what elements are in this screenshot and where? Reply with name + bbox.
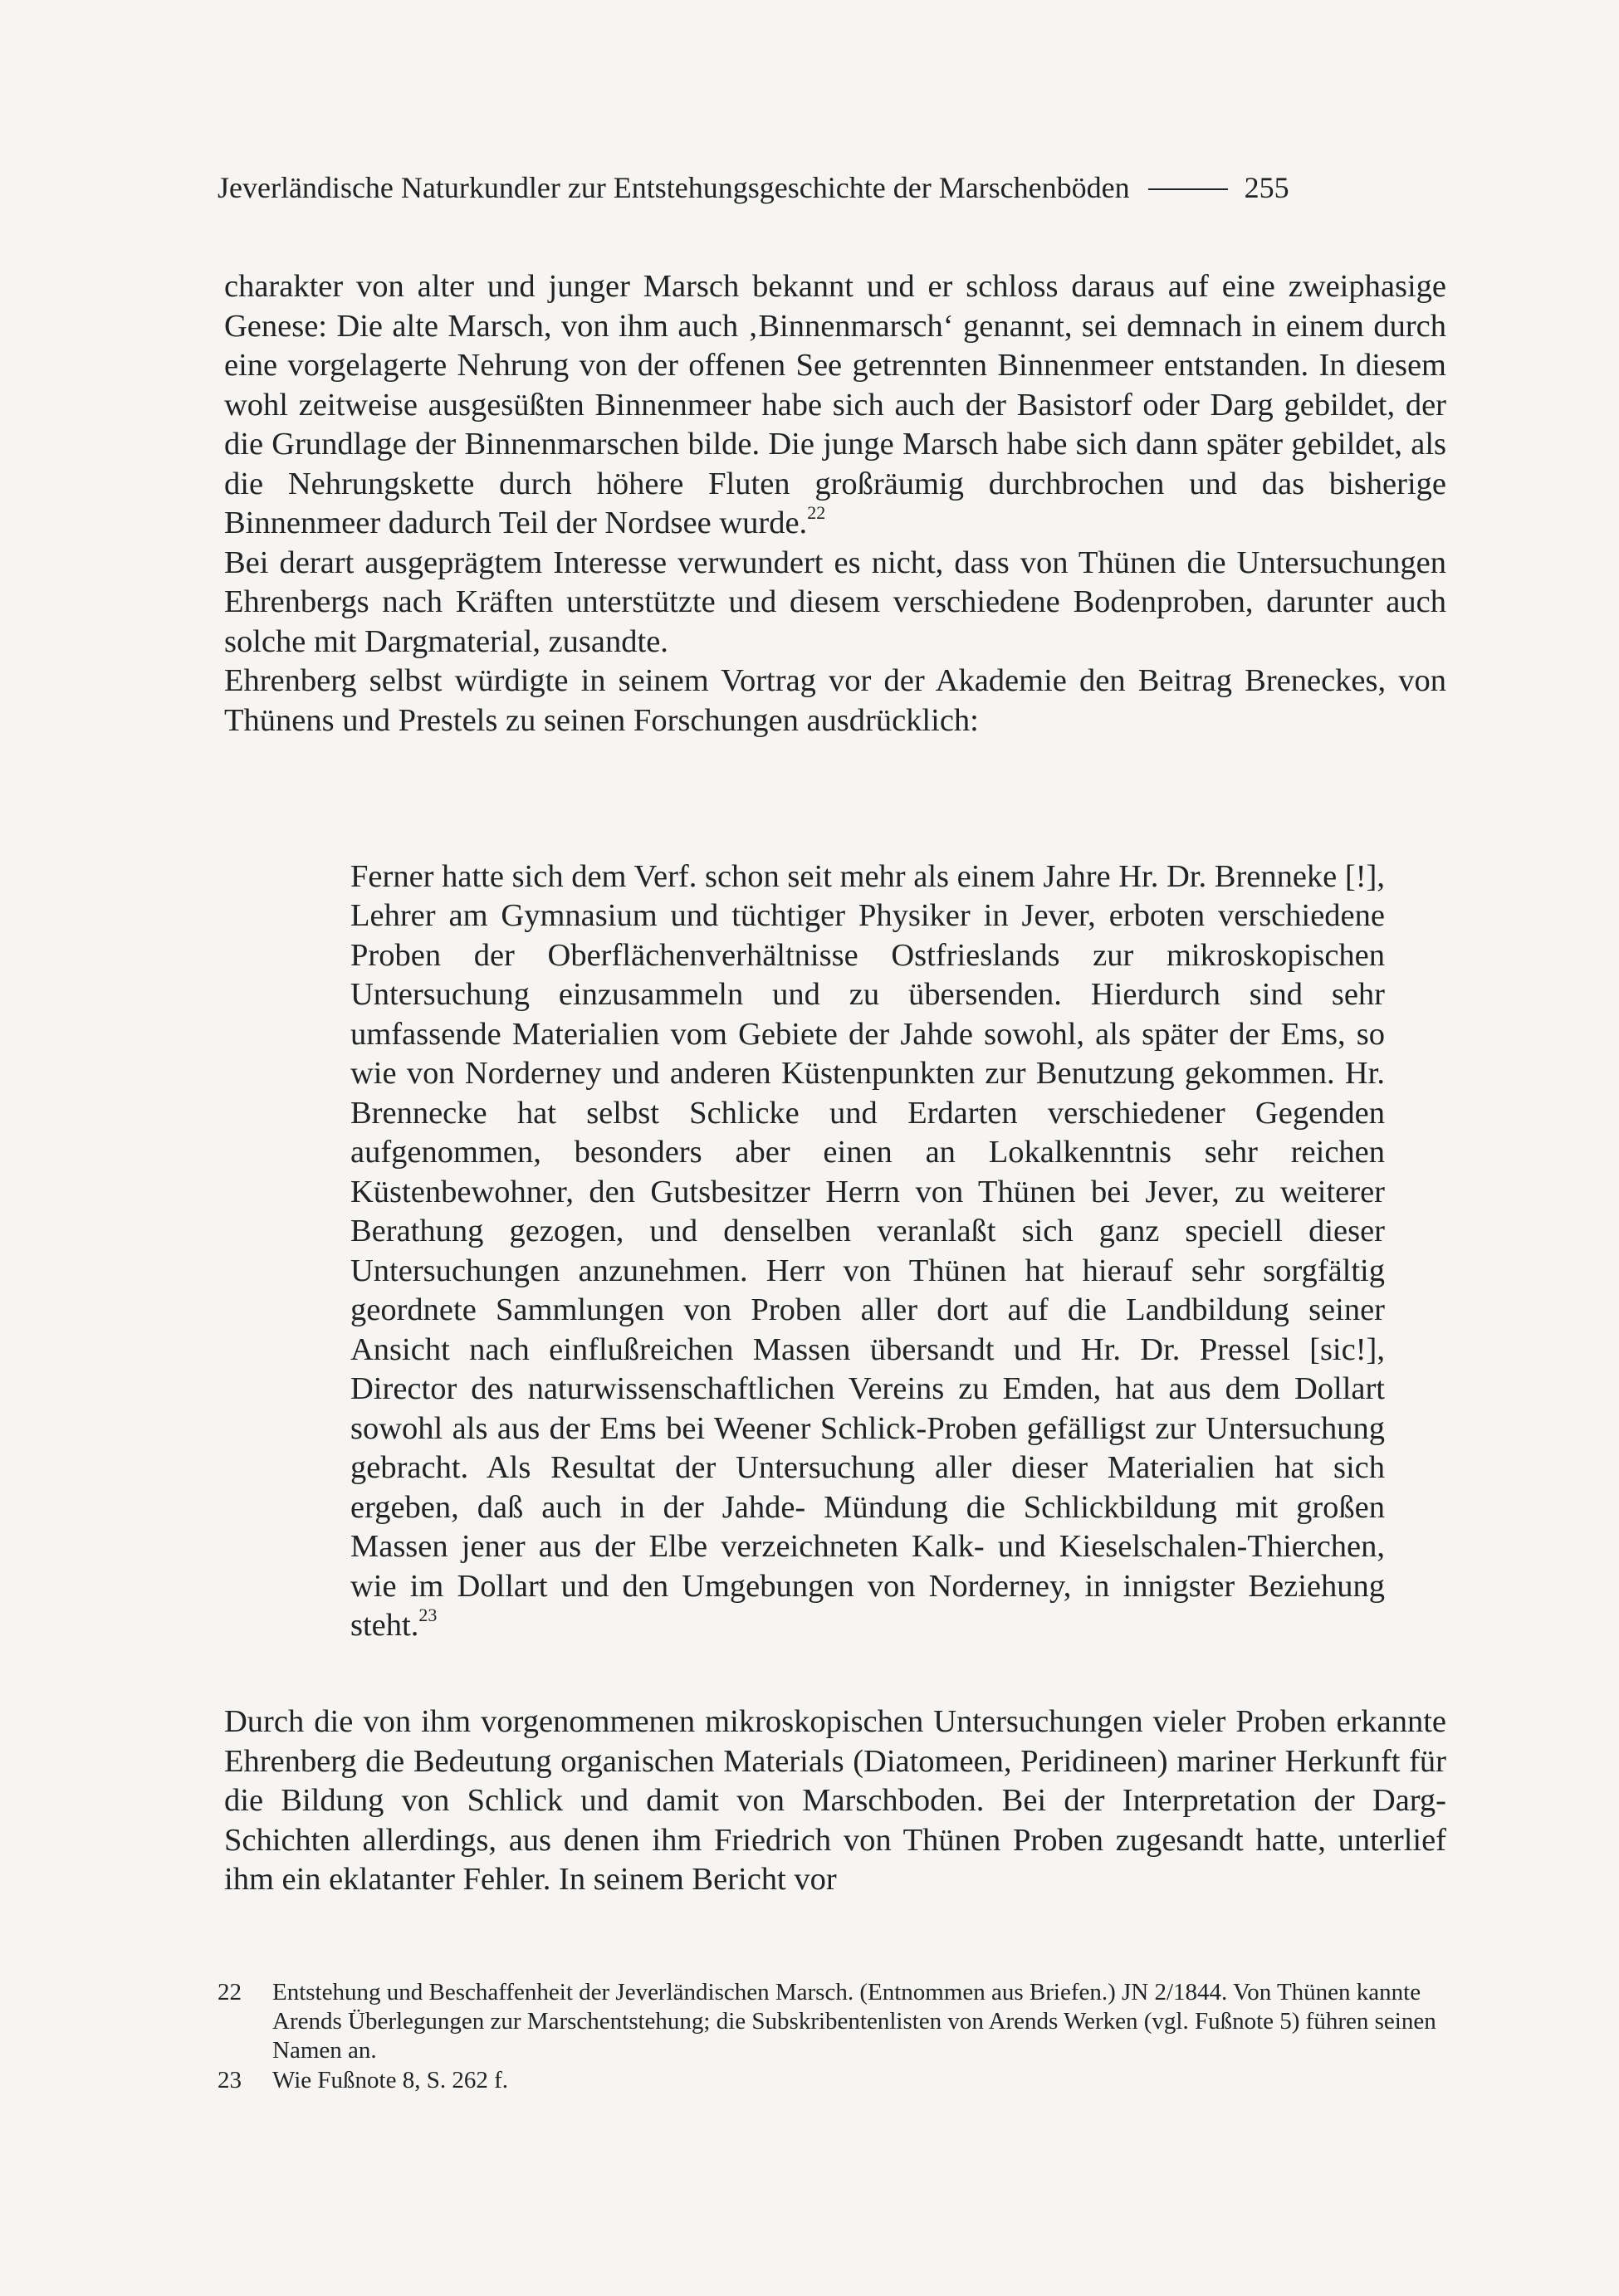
paragraph-soil-samples-text: Bei derart ausgeprägtem Interesse verwundert es nicht, dass von Thünen die Untersuchungen Ehrenbergs nach Kräften unterstützte und diesem verschiedene Bodenproben, darunter auch solche mit Dargmaterial, zusandte. — [224, 545, 1446, 659]
footnote-number: 23 — [218, 2067, 242, 2093]
running-header — [218, 169, 1446, 207]
body-text-lower — [224, 1702, 1446, 1900]
paragraph-soil-samples — [224, 544, 1446, 662]
paragraph-ehrenberg-results — [224, 1702, 1446, 1900]
footnote-text: Wie Fußnote 8, S. 262 f. — [272, 2067, 508, 2093]
paragraph-ehrenberg-results-text: Durch die von ihm vorgenommenen mikroskopischen Untersuchungen vieler Proben erkannte Ehrenberg die Bedeutung organischen Materials (Diatomeen, Peridineen) mariner Herkunft für die Bildung von Schlick und damit von Marschboden. Bei der Interpretation der Darg-Schichten allerdings, aus denen ihm Friedrich von Thünen Proben zugesandt hatte, unterlief ihm ein eklatanter Fehler. In seinem Bericht vor — [224, 1704, 1446, 1897]
footnote-reference-23: 23 — [418, 1605, 438, 1625]
header-rule — [1148, 188, 1228, 190]
footnote-number: 22 — [218, 1979, 242, 2005]
footnote-text: Entstehung und Beschaffenheit der Jeverländischen Marsch. (Entnommen aus Briefen.) JN 2/1844. Von Thünen kannte Arends Überlegungen zur Marschentstehung; die Subskribentenlisten von Arends Werken (vgl. Fußnote 5) führen seinen Namen an. — [272, 1979, 1436, 2064]
footnote-22 — [218, 1978, 1446, 2065]
paragraph-quote-intro — [224, 662, 1446, 740]
ehrenberg-quotation — [350, 857, 1385, 1646]
footnote-reference-22: 22 — [807, 502, 826, 523]
running-title: Jeverländische Naturkundler zur Entstehungsgeschichte der Marschenböden — [218, 171, 1130, 204]
quotation-text: Ferner hatte sich dem Verf. schon seit mehr als einem Jahre Hr. Dr. Brenneke [!], Lehrer am Gymnasium und tüchtiger Physiker in Jever, erboten verschiedene Proben der Oberflächenverhältnisse Ostfrieslands zur mikroskopischen Untersuchung einzusammeln und zu übersenden. Hierdurch sind sehr umfassende Materialien vom Gebiete der Jahde sowohl, als später der Ems, so wie von Norderney und anderen Küstenpunkten zur Benutzung gekommen. Hr. Brennecke hat selbst Schlicke und Erdarten verschiedener Gegenden aufgenommen, besonders aber einen an Lokalkenntnis sehr reichen Küstenbewohner, den Gutsbesitzer Herrn von Thünen bei Jever, zu weiterer Berathung gezogen, und denselben veranlaßt sich ganz speciell dieser Untersuchungen anzunehmen. Herr von Thünen hat hierauf sehr sorgfältig geordnete Sammlungen von Proben aller dort auf die Landbildung seiner Ansicht nach einflußreichen Massen übersandt und Hr. Dr. Pressel [sic!], Director des naturwissenschaftlichen Vereins zu Emden, hat aus dem Dollart sowohl als aus der Ems bei Weener Schlick-Proben gefälligst zur Untersuchung gebracht. Als Resultat der Untersuchung aller dieser Materialien hat sich ergeben, daß auch in der Jahde- Mündung die Schlickbildung mit großen Massen jener aus der Elbe verzeichneten Kalk- und Kieselschalen-Thierchen, wie im Dollart und den Umgebungen von Norderney, in innigster Beziehung steht. — [350, 858, 1385, 1643]
footnotes-section — [218, 1978, 1446, 2096]
footnote-23 — [218, 2066, 1446, 2095]
paragraph-genesis-text: charakter von alter und junger Marsch bekannt und er schloss daraus auf eine zweiphasige Genese: Die alte Marsch, von ihm auch ‚Binnenmarsch‘ genannt, sei demnach in einem durch eine vorgelagerte Nehrung von der offenen See getrennten Binnenmeer entstanden. In diesem wohl zeitweise ausgesüßten Binnenmeer habe sich auch der Basistorf oder Darg gebildet, der die Grundlage der Binnenmarschen bilde. Die junge Marsch habe sich dann später gebildet, als die Nehrungskette durch höhere Fluten großräumig durchbrochen und das bisherige Binnenmeer dadurch Teil der Nordsee wurde. — [224, 269, 1446, 540]
body-text-upper — [224, 267, 1446, 740]
paragraph-quote-intro-text: Ehrenberg selbst würdigte in seinem Vortrag vor der Akademie den Beitrag Breneckes, von Thünens und Prestels zu seinen Forschungen ausdrücklich: — [224, 663, 1446, 738]
paragraph-genesis — [224, 267, 1446, 544]
page-number: 255 — [1244, 171, 1289, 204]
quotation-paragraph — [350, 857, 1385, 1646]
